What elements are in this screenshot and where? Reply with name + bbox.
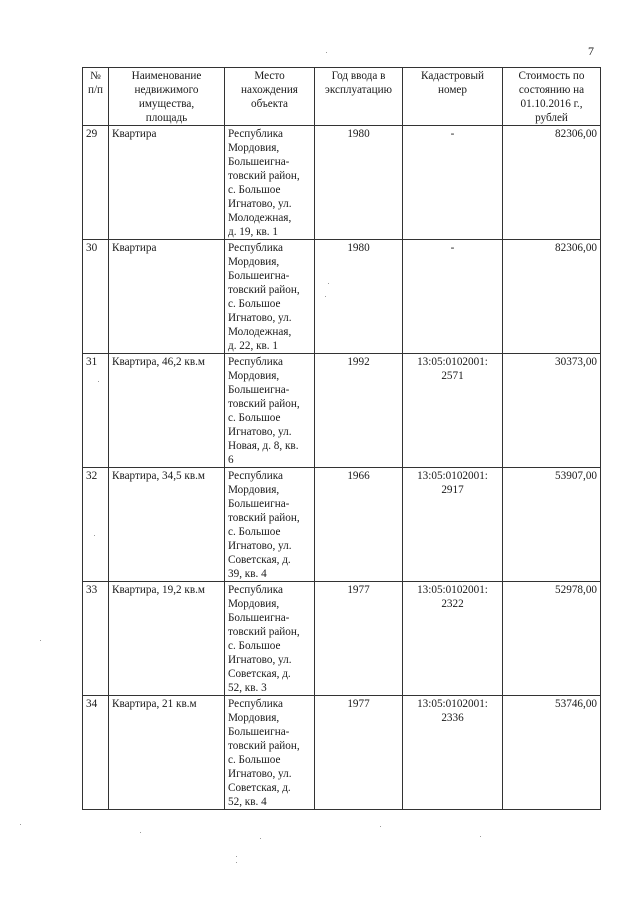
table-row [83,468,601,582]
table-row [83,696,601,810]
scan-speck [94,535,95,536]
cell-location: Республика Мордовия, Большеигна- товский район, с. Большое Игнатово, ул. Молодежная, д. 19, кв. 1 [225,126,315,240]
table-row [83,126,601,240]
cell-location: Республика Мордовия, Большеигна- товский район, с. Большое Игнатово, ул. Новая, д. 8, кв. 6 [225,354,315,468]
header-cadastral: Кадастровый номер [403,68,503,126]
cell-cadastral: 13:05:0102001: 2917 [403,468,503,582]
scan-speck [40,640,41,641]
scan-speck [20,824,21,825]
header-year: Год ввода в эксплуатацию [315,68,403,126]
table-header-row [83,68,601,126]
cell-year: 1992 [315,354,403,468]
cell-location: Республика Мордовия, Большеигна- товский район, с. Большое Игнатово, ул. Советская, д. 52, кв. 3 [225,582,315,696]
cell-number: 31 [83,354,109,468]
scan-speck [98,381,99,382]
cell-number: 29 [83,126,109,240]
scan-speck [326,52,327,53]
header-name: Наименование недвижимого имущества, площадь [109,68,225,126]
cell-cost: 53907,00 [503,468,601,582]
cell-cadastral: 13:05:0102001: 2336 [403,696,503,810]
header-location: Место нахождения объекта [225,68,315,126]
scan-speck [480,836,481,837]
cell-cost: 82306,00 [503,240,601,354]
cell-name: Квартира, 19,2 кв.м [109,582,225,696]
property-table [82,67,601,810]
cell-number: 33 [83,582,109,696]
scan-speck [328,283,329,284]
cell-name: Квартира, 34,5 кв.м [109,468,225,582]
scan-speck [380,826,381,827]
cell-name: Квартира, 21 кв.м [109,696,225,810]
scan-speck [325,296,326,297]
page-number: 7 [588,44,594,58]
cell-cadastral: 13:05:0102001: 2322 [403,582,503,696]
cell-name: Квартира, 46,2 кв.м [109,354,225,468]
cell-name: Квартира [109,126,225,240]
table-row [83,240,601,354]
header-cost: Стоимость по состоянию на 01.10.2016 г., рублей [503,68,601,126]
cell-number: 30 [83,240,109,354]
table-body [83,126,601,810]
cell-year: 1977 [315,582,403,696]
cell-number: 34 [83,696,109,810]
cell-cost: 52978,00 [503,582,601,696]
scan-speck [236,862,237,863]
cell-year: 1980 [315,126,403,240]
cell-number: 32 [83,468,109,582]
cell-cost: 53746,00 [503,696,601,810]
cell-location: Республика Мордовия, Большеигна- товский район, с. Большое Игнатово, ул. Советская, д. 52, кв. 4 [225,696,315,810]
cell-name: Квартира [109,240,225,354]
scan-speck [140,832,141,833]
scan-speck [260,838,261,839]
cell-location: Республика Мордовия, Большеигна- товский район, с. Большое Игнатово, ул. Молодежная, д. 22, кв. 1 [225,240,315,354]
cell-cadastral: 13:05:0102001: 2571 [403,354,503,468]
table-row [83,582,601,696]
cell-cadastral: - [403,240,503,354]
cell-cadastral: - [403,126,503,240]
cell-location: Республика Мордовия, Большеигна- товский район, с. Большое Игнатово, ул. Советская, д. 39, кв. 4 [225,468,315,582]
cell-year: 1966 [315,468,403,582]
scan-speck [236,856,237,857]
header-number: № п/п [83,68,109,126]
cell-year: 1977 [315,696,403,810]
cell-year: 1980 [315,240,403,354]
table-row [83,354,601,468]
cell-cost: 82306,00 [503,126,601,240]
cell-cost: 30373,00 [503,354,601,468]
